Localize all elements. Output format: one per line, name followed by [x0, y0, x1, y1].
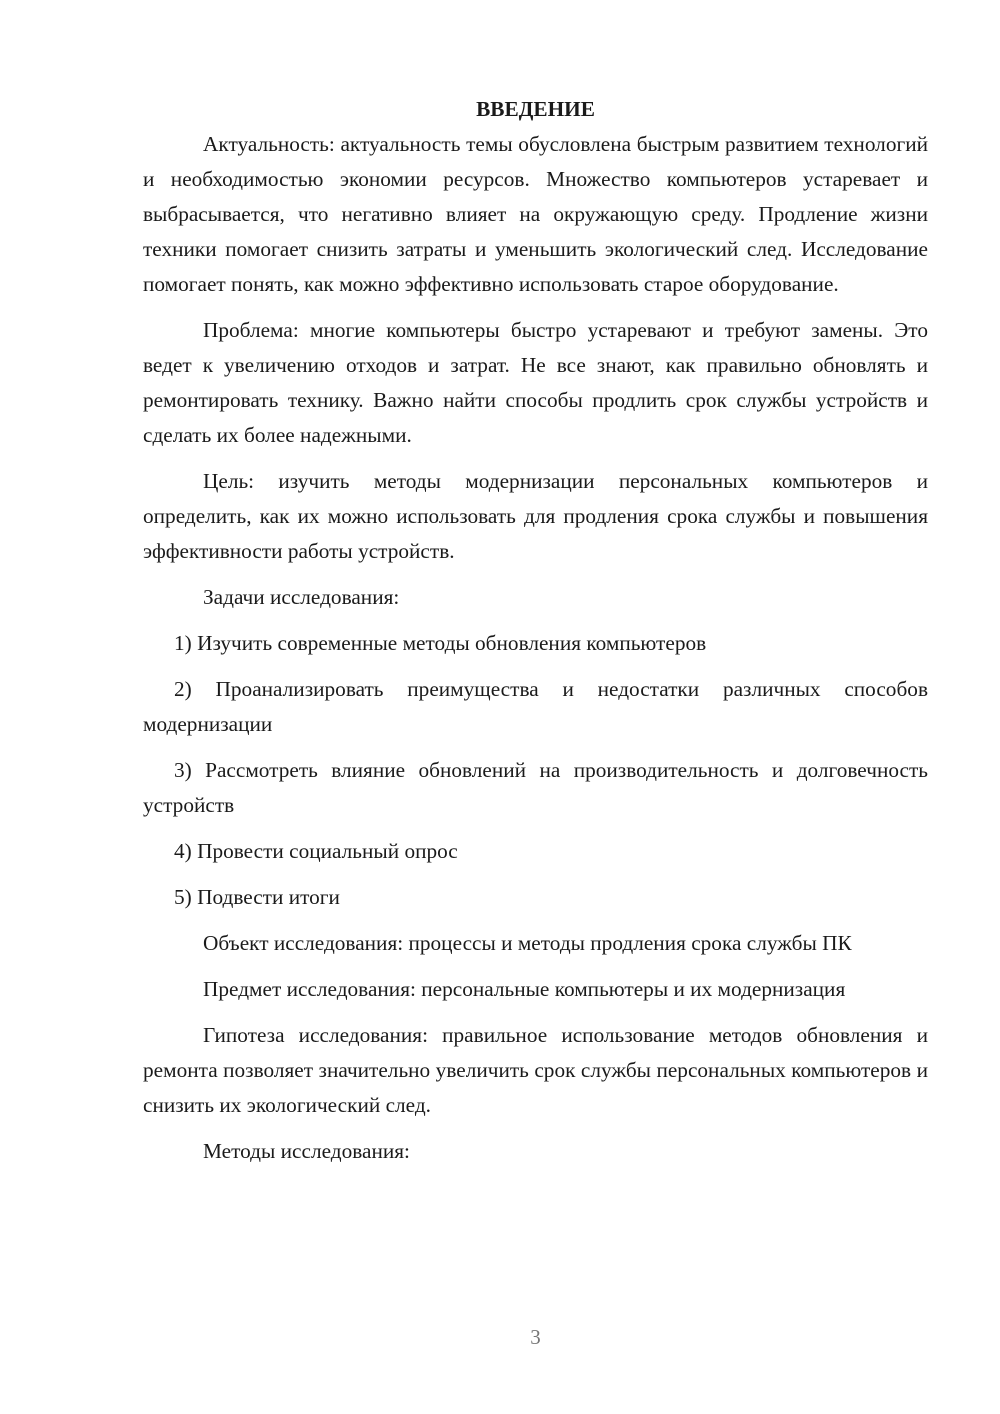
page-number: 3 [530, 1325, 541, 1349]
task-item: 2) Проанализировать преимущества и недостатки различных способов модернизации [143, 677, 928, 736]
paragraph-object: Объект исследования: процессы и методы продления срока службы ПК [203, 931, 852, 955]
paragraph-problem: Проблема: многие компьютеры быстро устаревают и требуют замены. Это ведет к увеличению отходов и затрат. Не все знают, как правильно обновлять и ремонтировать технику. Важно найти способы продлить срок службы устройств и сделать их более надежными. [143, 318, 928, 447]
document-page [143, 92, 928, 1180]
task-item: 4) Провести социальный опрос [174, 839, 458, 863]
task-item: 1) Изучить современные методы обновления компьютеров [174, 631, 707, 655]
paragraph-relevance: Актуальность: актуальность темы обусловлена быстрым развитием технологий и необходимостью экономии ресурсов. Множество компьютеров устаревает и выбрасывается, что негативно влияет на окружающую среду. Продление жизни техники помогает снизить затраты и уменьшить экологический след. Исследование помогает понять, как можно эффективно использовать старое оборудование. [143, 132, 928, 296]
task-item: 5) Подвести итоги [174, 885, 340, 909]
paragraph-methods: Методы исследования: [203, 1139, 410, 1163]
paragraph-tasks-heading: Задачи исследования: [203, 585, 400, 609]
task-item: 3) Рассмотреть влияние обновлений на производительность и долговечность устройств [143, 758, 928, 817]
section-title: ВВЕДЕНИЕ [476, 97, 595, 121]
paragraph-hypothesis: Гипотеза исследования: правильное использование методов обновления и ремонта позволяет значительно увеличить срок службы персональных компьютеров и снизить их экологический след. [143, 1023, 928, 1117]
paragraph-goal: Цель: изучить методы модернизации персональных компьютеров и определить, как их можно использовать для продления срока службы и повышения эффективности работы устройств. [143, 469, 928, 563]
paragraph-subject: Предмет исследования: персональные компьютеры и их модернизация [203, 977, 846, 1001]
